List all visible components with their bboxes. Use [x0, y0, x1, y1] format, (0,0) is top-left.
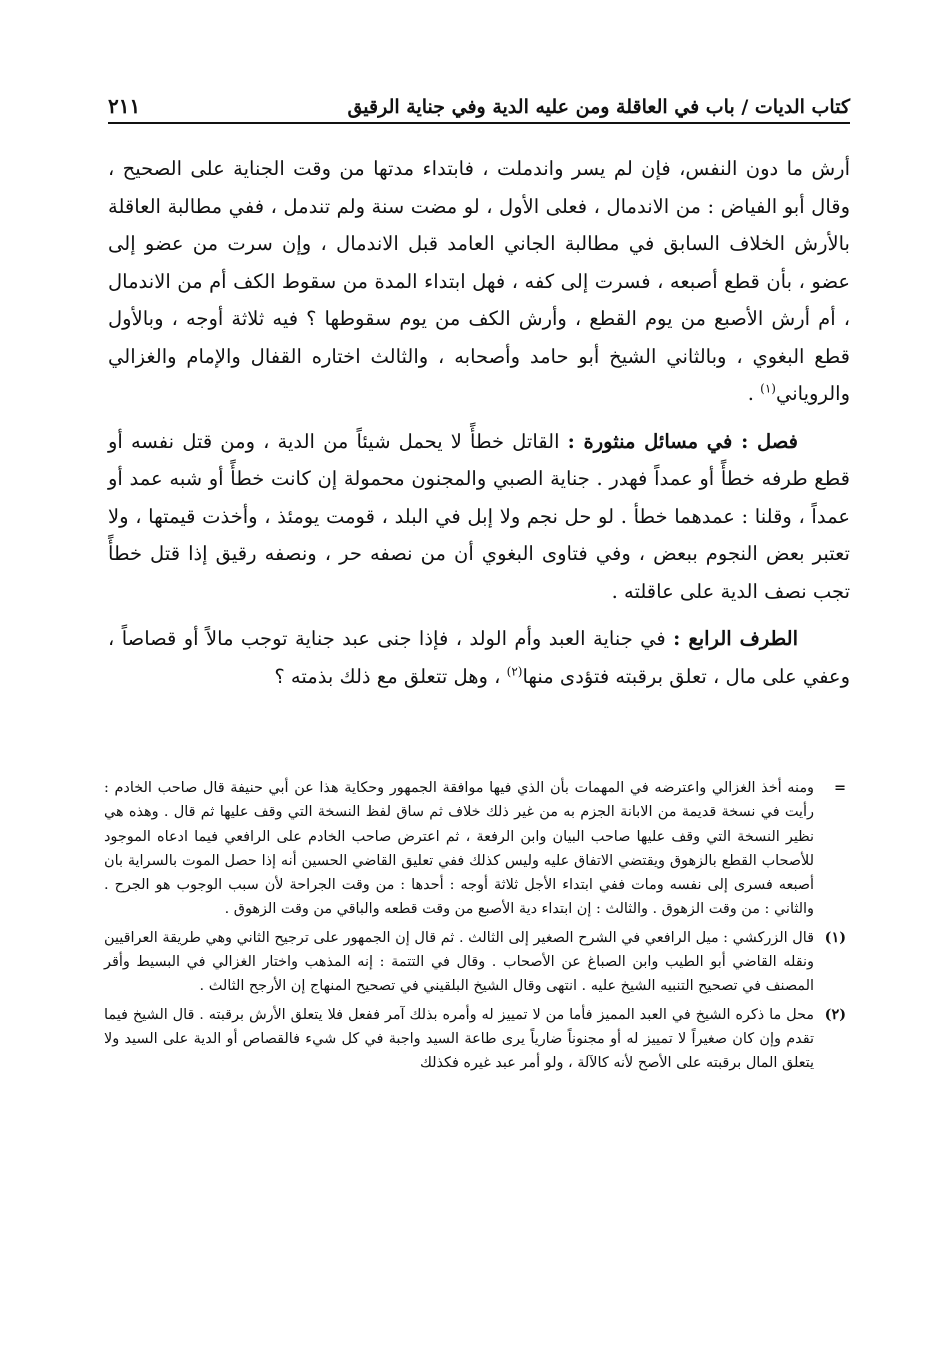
main-text — [108, 150, 850, 705]
paragraph-3-end: ، وهل تتعلق مع ذلك بذمته ؟ — [274, 664, 507, 688]
section-heading-fourth-part: الطرف الرابع : — [673, 627, 798, 650]
paragraph-3-text: في جناية العبد وأم الولد ، فإذا جنى عبد جناية توجب مالاً أو قصاصاً ، وعفي على مال ، تعلق برقبته فتؤدى منها — [108, 627, 850, 688]
footnote-ref-2: (٢) — [506, 664, 523, 678]
footnote-2-mark: (٢) — [824, 1005, 846, 1023]
footnote-1-text: قال الزركشي : ميل الرافعي في الشرح الصغير إلى الثالث . ثم قال إن الجمهور على ترجيح الثاني وهي طريقة العراقيين ونقله القاضي أبو الطيب وابن الصباغ عن الأصحاب . وقال في التتمة : إنه المذهب واختار الغزالي في البسيط وأقر المصنف في تصحيح التنبيه الشيخ عليه . انتهى وقال الشيخ البلقيني في تصحيح المنهاج إن الأرجح الثالث . — [104, 929, 814, 995]
paragraph-2-text: القاتل خطأً لا يحمل شيئاً من الدية ، ومن قتل نفسه أو قطع طرفه خطأً أو عمداً فهدر . جناية الصبي والمجنون محمولة إن كانت خطأً أو شبه عمد أو عمداً ، وقلنا : عمدهما خطأ . لو حل نجم ولا إبل في البلد ، قومت يومئذ ، وأخذت قيمتها ، ولا تعتبر بعض النجوم ببعض ، وفي فتاوى البغوي أن من نصفه حر ، ونصفه رقيق إذا قتل خطأً تجب نصف الدية على عاقلته . — [108, 429, 850, 603]
section-heading-fasl: فصل : في مسائل منثورة : — [567, 429, 798, 453]
paragraph-3 — [108, 620, 850, 695]
paragraph-1 — [108, 150, 850, 413]
footnote-continuation-mark: = — [833, 779, 846, 796]
paragraph-1-end: . — [747, 382, 761, 405]
paragraph-2 — [108, 423, 850, 611]
footnote-continuation — [104, 776, 846, 922]
footnote-1-mark: (١) — [824, 928, 846, 946]
footnote-2-text: محل ما ذكره الشيخ في العبد المميز فأما من لا تمييز له وأمره بذلك آمر ففعل فلا يتعلق الأرش برقبته . قال الشيخ فيما تقدم وإن كان صغيراً لا تمييز له أو مجنوناً ضارياً يرى طاعة السيد واجبة في كل شيء فالقصاص أو الدية على السيد ولا يتعلق المال برقبته على الأصح لأنه كالآلة ، ولو أمر عبد غيره فكذلك — [104, 1006, 814, 1072]
paragraph-1-text: أرش ما دون النفس، فإن لم يسر واندملت ، فابتداء مدتها من وقت الجناية على الصحيح ، وقال أبو الفياض : من الاندمال ، فعلى الأول ، لو مضت سنة ولم تندمل ، ففي مطالبة العاقلة بالأرش الخلاف السابق في مطالبة الجاني العامد قبل الاندمال ، وإن سرت من عضو إلى عضو ، بأن قطع أصبعه ، فسرت إلى كفه ، فهل ابتداء المدة من سقوط الكف أم من الاندمال ، أم أرش الأصبع من يوم القطع ، وأرش الكف من يوم سقوطها ؟ فيه ثلاثة أوجه ، وبالأول قطع البغوي ، وبالثاني الشيخ أبو حامد وأصحابه ، والثالث اختاره القفال والإمام والغزالي والروياني — [108, 157, 850, 405]
footnote-2 — [104, 1003, 846, 1076]
footnote-1 — [104, 926, 846, 999]
page-number: ٢١١ — [108, 94, 141, 118]
header-rule — [108, 122, 850, 124]
footnote-ref-1: (١) — [760, 381, 776, 396]
footnotes — [104, 776, 846, 1076]
running-head: كتاب الديات / باب في العاقلة ومن عليه الدية وفي جناية الرقيق — [347, 96, 850, 118]
footnote-continuation-text: ومنه أخذ الغزالي واعترضه في المهمات بأن الذي فيها موافقة الجمهور وحكاية هذا عن أبي حنيفة قال صاحب الخادم : رأيت في نسخة قديمة من الابانة الجزم به من غير ذلك خلاف ثم ساق لفظ النسخة التي وقف عليها ثم قال . وهذه هي نظير النسخة التي وقف عليها صاحب البيان وابن الرفعة ، ثم اعترض صاحب الخادم على الرافعي فيما ادعاه الموجود للأصحاب القطع بالزهوق ويقتضي الاتفاق عليه وليس كذلك ففي تعليق القاضي الحسين أنه إذا حصل الموت بالسراية بان أصبعه فسرى إلى نفسه ومات ففي ابتداء الأجل ثلاثة أوجه : أحدها : من وقت الجراحة لأن سبب الوجوب هو الجرح . والثاني : من وقت الزهوق . والثالث : إن ابتداء دية الأصبع من وقت قطعه والباقي من وقت الزهوق . — [104, 780, 814, 918]
page-header — [108, 78, 850, 118]
